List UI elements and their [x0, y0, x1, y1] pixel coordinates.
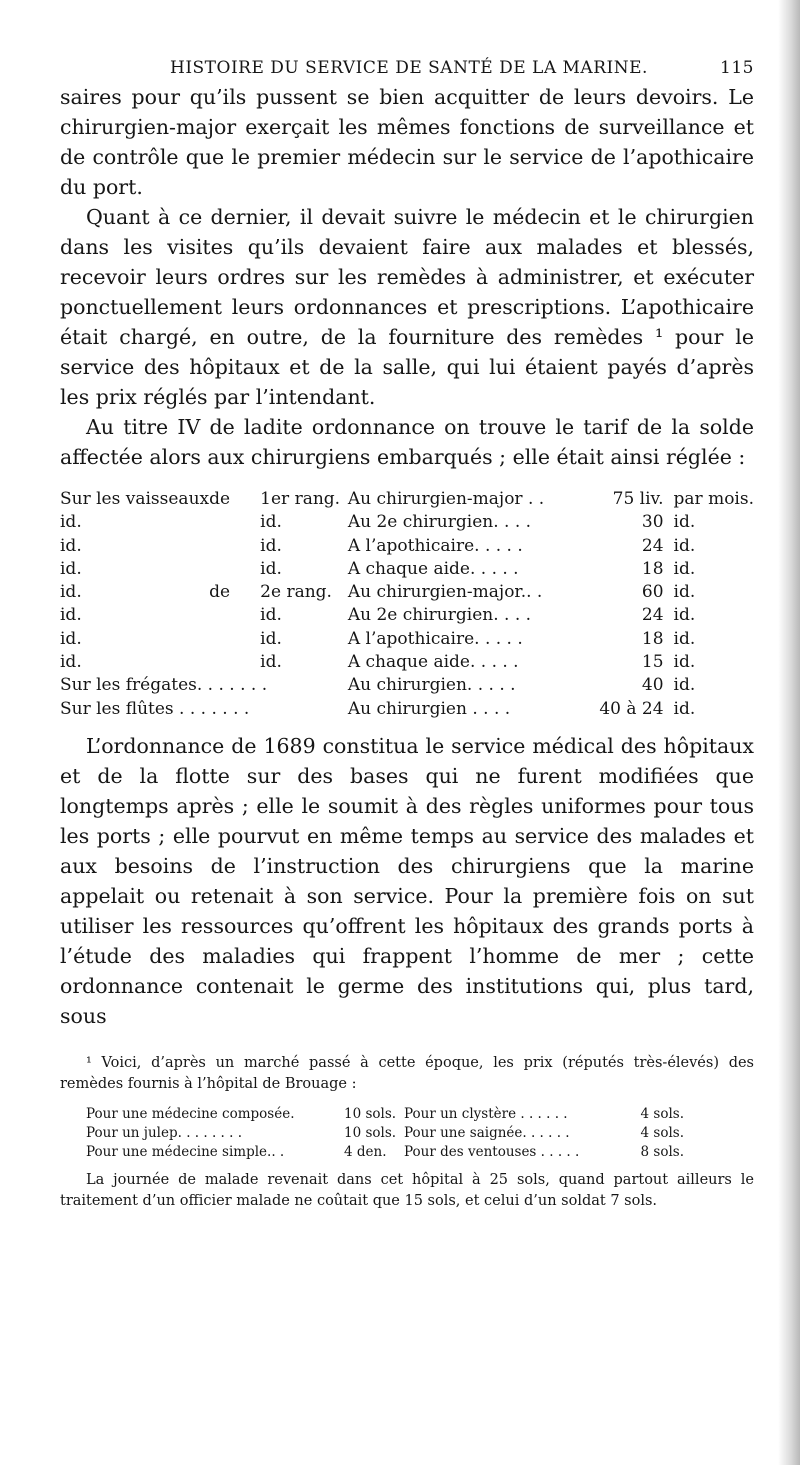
page-number: 115: [720, 58, 754, 78]
tariff-row: [60, 698, 754, 721]
price-row: [86, 1143, 684, 1162]
price-row: [86, 1105, 684, 1124]
price-amount: 8 sols.: [640, 1143, 684, 1160]
price-item: Pour une médecine composée.: [86, 1105, 295, 1122]
tariff-vessel: Sur les flûtes . . . . . . .: [60, 698, 250, 719]
tariff-vessel: id.: [60, 535, 82, 556]
tariff-period: id.: [673, 535, 696, 556]
tariff-vessel: Sur les frégates. . . . . . .: [60, 675, 268, 696]
tariff-amount: 30: [641, 512, 664, 533]
tariff-de: [209, 535, 260, 558]
tariff-de: de: [209, 582, 231, 603]
tariff-amount: 24: [641, 605, 664, 626]
tariff-row: [60, 535, 754, 558]
tariff-period: id.: [673, 605, 696, 626]
book-page: [60, 58, 754, 1212]
tariff-vessel: id.: [60, 558, 82, 579]
remedy-price-table: [86, 1105, 684, 1162]
tariff-row: [60, 581, 754, 604]
price-amount: 4 sols.: [640, 1105, 684, 1122]
footnote-outro: La journée de malade revenait dans cet hôpital à 25 sols, quand partout ailleurs le traitement d’un officier malade ne coûtait que 15 sols, et celui d’un soldat 7 sols.: [60, 1171, 754, 1209]
tariff-period: id.: [673, 558, 696, 579]
paragraph-4: L’ordonnance de 1689 constitua le service médical des hôpitaux et de la flotte sur des bases qui ne furent modifiées que longtemps après ; elle le soumit à des règles uniformes pour tous les ports ; elle pourvut en même temps au service des malades et aux besoins de l’instruction des chirurgiens que la marine appelait ou retenait à son service. Pour la première fois on sut utiliser les ressources qu’offrent les hôpitaux des grands ports à l’étude des maladies qui frappent l’homme de mer ; cette ordonnance contenait le germe des institutions qui, plus tard, sous: [60, 733, 754, 1028]
tariff-role: A l’apothicaire. . . . .: [347, 628, 523, 649]
tariff-role: Au chirurgien . . . .: [347, 698, 511, 719]
tariff-amount: 60: [641, 582, 664, 603]
tariff-vessel: Sur les vaisseaux: [60, 489, 210, 509]
tariff-row: [60, 628, 754, 651]
footnote: [60, 1053, 754, 1212]
tariff-de: [209, 651, 260, 674]
tariff-rank: id.: [260, 535, 282, 556]
tariff-period: id.: [673, 698, 696, 719]
price-item: Pour un julep. . . . . . . .: [86, 1124, 242, 1141]
tariff-amount: 15: [641, 652, 664, 673]
tariff-amount: 75 liv.: [612, 489, 664, 509]
pay-tariff-table: [60, 488, 754, 721]
running-header: [60, 58, 754, 78]
tariff-de: de: [209, 489, 231, 509]
tariff-amount: 18: [641, 558, 664, 579]
tariff-amount: 24: [641, 535, 664, 556]
tariff-row: [60, 511, 754, 534]
tariff-period: par mois.: [673, 489, 754, 509]
tariff-role: A l’apothicaire. . . . .: [347, 535, 523, 556]
paragraph-2: Quant à ce dernier, il devait suivre le médecin et le chirurgien dans les visites qu’ils devaient faire aux malades et blessés, recevoir leurs ordres sur les remèdes à administrer, et exécuter ponctuellement leurs ordonnances et prescriptions. L’apothicaire était chargé, en outre, de la fourniture des remèdes ¹ pour le service des hôpitaux et de la salle, qui lui étaient payés d’après les prix réglés par l’intendant.: [60, 205, 754, 409]
tariff-role: Au chirurgien. . . . .: [347, 675, 516, 696]
tariff-row: [60, 604, 754, 627]
tariff-row: [60, 488, 754, 511]
tariff-role: Au chirurgien-major.. .: [347, 582, 543, 603]
tariff-vessel: id.: [60, 582, 82, 603]
tariff-amount: 40: [641, 675, 664, 696]
page-edge-shadow: [778, 0, 800, 1465]
tariff-row: [60, 558, 754, 581]
price-amount: 10 sols.: [344, 1124, 397, 1141]
price-item: Pour des ventouses . . . . .: [404, 1143, 580, 1160]
tariff-period: id.: [673, 652, 696, 673]
tariff-role: A chaque aide. . . . .: [347, 652, 519, 673]
tariff-role: Au 2e chirurgien. . . .: [347, 512, 532, 533]
price-item: Pour un clystère . . . . . .: [404, 1105, 568, 1122]
tariff-rank: id.: [260, 605, 282, 626]
paragraph-1: saires pour qu’ils pussent se bien acquitter de leurs devoirs. Le chirurgien-major exerçait les mêmes fonctions de surveillance et de contrôle que le premier médecin sur le service de l’apothicaire du port.: [60, 85, 754, 199]
tariff-rank: 2e rang.: [260, 582, 332, 603]
price-item: Pour une saignée. . . . . .: [404, 1124, 570, 1141]
tariff-vessel: id.: [60, 628, 82, 649]
tariff-de: [209, 628, 260, 651]
tariff-rank: 1er rang.: [260, 489, 341, 509]
footnote-intro: ¹ Voici, d’après un marché passé à cette époque, les prix (réputés très-élevés) des remèdes fournis à l’hôpital de Brouage :: [60, 1054, 754, 1092]
price-amount: 4 sols.: [640, 1124, 684, 1141]
tariff-rank: id.: [260, 628, 282, 649]
tariff-rank: id.: [260, 558, 282, 579]
tariff-period: id.: [673, 582, 696, 603]
tariff-amount: 18: [641, 628, 664, 649]
tariff-vessel: id.: [60, 605, 82, 626]
tariff-role: A chaque aide. . . . .: [347, 558, 519, 579]
tariff-rank: id.: [260, 512, 282, 533]
price-row: [86, 1124, 684, 1143]
tariff-period: id.: [673, 628, 696, 649]
tariff-period: id.: [673, 675, 696, 696]
running-title: HISTOIRE DU SERVICE DE SANTÉ DE LA MARINE.: [170, 58, 648, 78]
tariff-rank: id.: [260, 652, 282, 673]
price-item: Pour une médecine simple.. .: [86, 1143, 285, 1160]
price-amount: 4 den.: [344, 1143, 387, 1160]
tariff-de: [209, 511, 260, 534]
tariff-de: [209, 604, 260, 627]
tariff-de: [209, 558, 260, 581]
price-amount: 10 sols.: [344, 1105, 397, 1122]
tariff-vessel: id.: [60, 512, 82, 533]
tariff-role: Au 2e chirurgien. . . .: [347, 605, 532, 626]
paragraph-3: Au titre IV de ladite ordonnance on trouve le tarif de la solde affectée alors aux chirurgiens embarqués ; elle était ainsi réglée :: [60, 415, 754, 469]
tariff-row: [60, 651, 754, 674]
tariff-period: id.: [673, 512, 696, 533]
tariff-amount: 40 à 24: [599, 698, 664, 719]
tariff-vessel: id.: [60, 652, 82, 673]
tariff-role: Au chirurgien-major . .: [347, 489, 545, 509]
tariff-row: [60, 674, 754, 697]
